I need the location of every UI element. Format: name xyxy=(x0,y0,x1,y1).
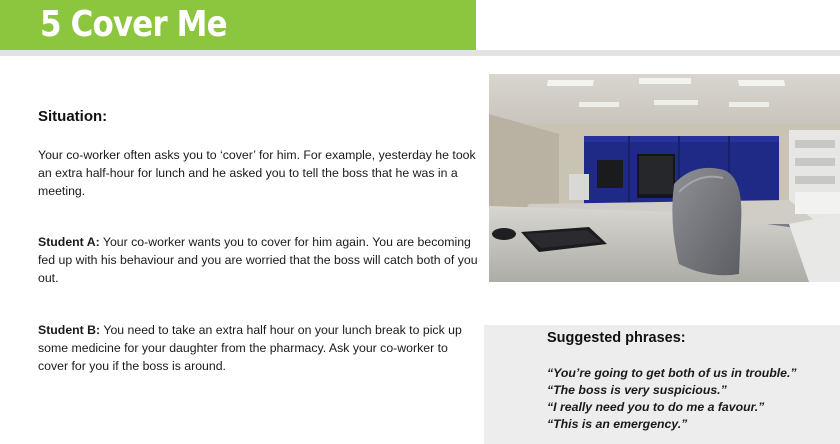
phrase-item: “The boss is very suspicious.” xyxy=(547,383,727,397)
phrase-list xyxy=(547,365,797,433)
suggested-phrases-panel xyxy=(484,325,840,444)
student-a-label: Student A: xyxy=(38,235,100,249)
phrase-item: “I really need you to do me a favour.” xyxy=(547,400,765,414)
phrase-item: “You’re going to get both of us in trouble.” xyxy=(547,366,797,380)
student-b-paragraph xyxy=(38,321,478,375)
situation-heading: Situation: xyxy=(38,108,108,125)
phrase-item: “This is an emergency.” xyxy=(547,417,688,431)
student-b-label: Student B: xyxy=(38,323,101,337)
student-a-paragraph xyxy=(38,233,478,287)
office-photo xyxy=(489,74,840,282)
suggested-phrases-heading: Suggested phrases: xyxy=(547,330,686,346)
student-a-text: Your co-worker wants you to cover for him again. You are becoming fed up with his behaviour and you are worried that the boss will catch both of you out. xyxy=(38,235,478,285)
situation-text: Your co-worker often asks you to ‘cover’ for him. For example, yesterday he took an extra half-hour for lunch and he asked you to tell the boss that he was in a meeting. xyxy=(38,148,476,198)
header-right-panel xyxy=(476,0,840,50)
header-band xyxy=(0,0,476,50)
office-illustration xyxy=(489,74,840,282)
header-divider xyxy=(0,50,840,56)
page-title: 5 Cover Me xyxy=(40,4,227,45)
student-b-text: You need to take an extra half hour on your lunch break to pick up some medicine for your daughter from the pharmacy. Ask your co-worker to cover for you if the boss is around. xyxy=(38,323,462,373)
